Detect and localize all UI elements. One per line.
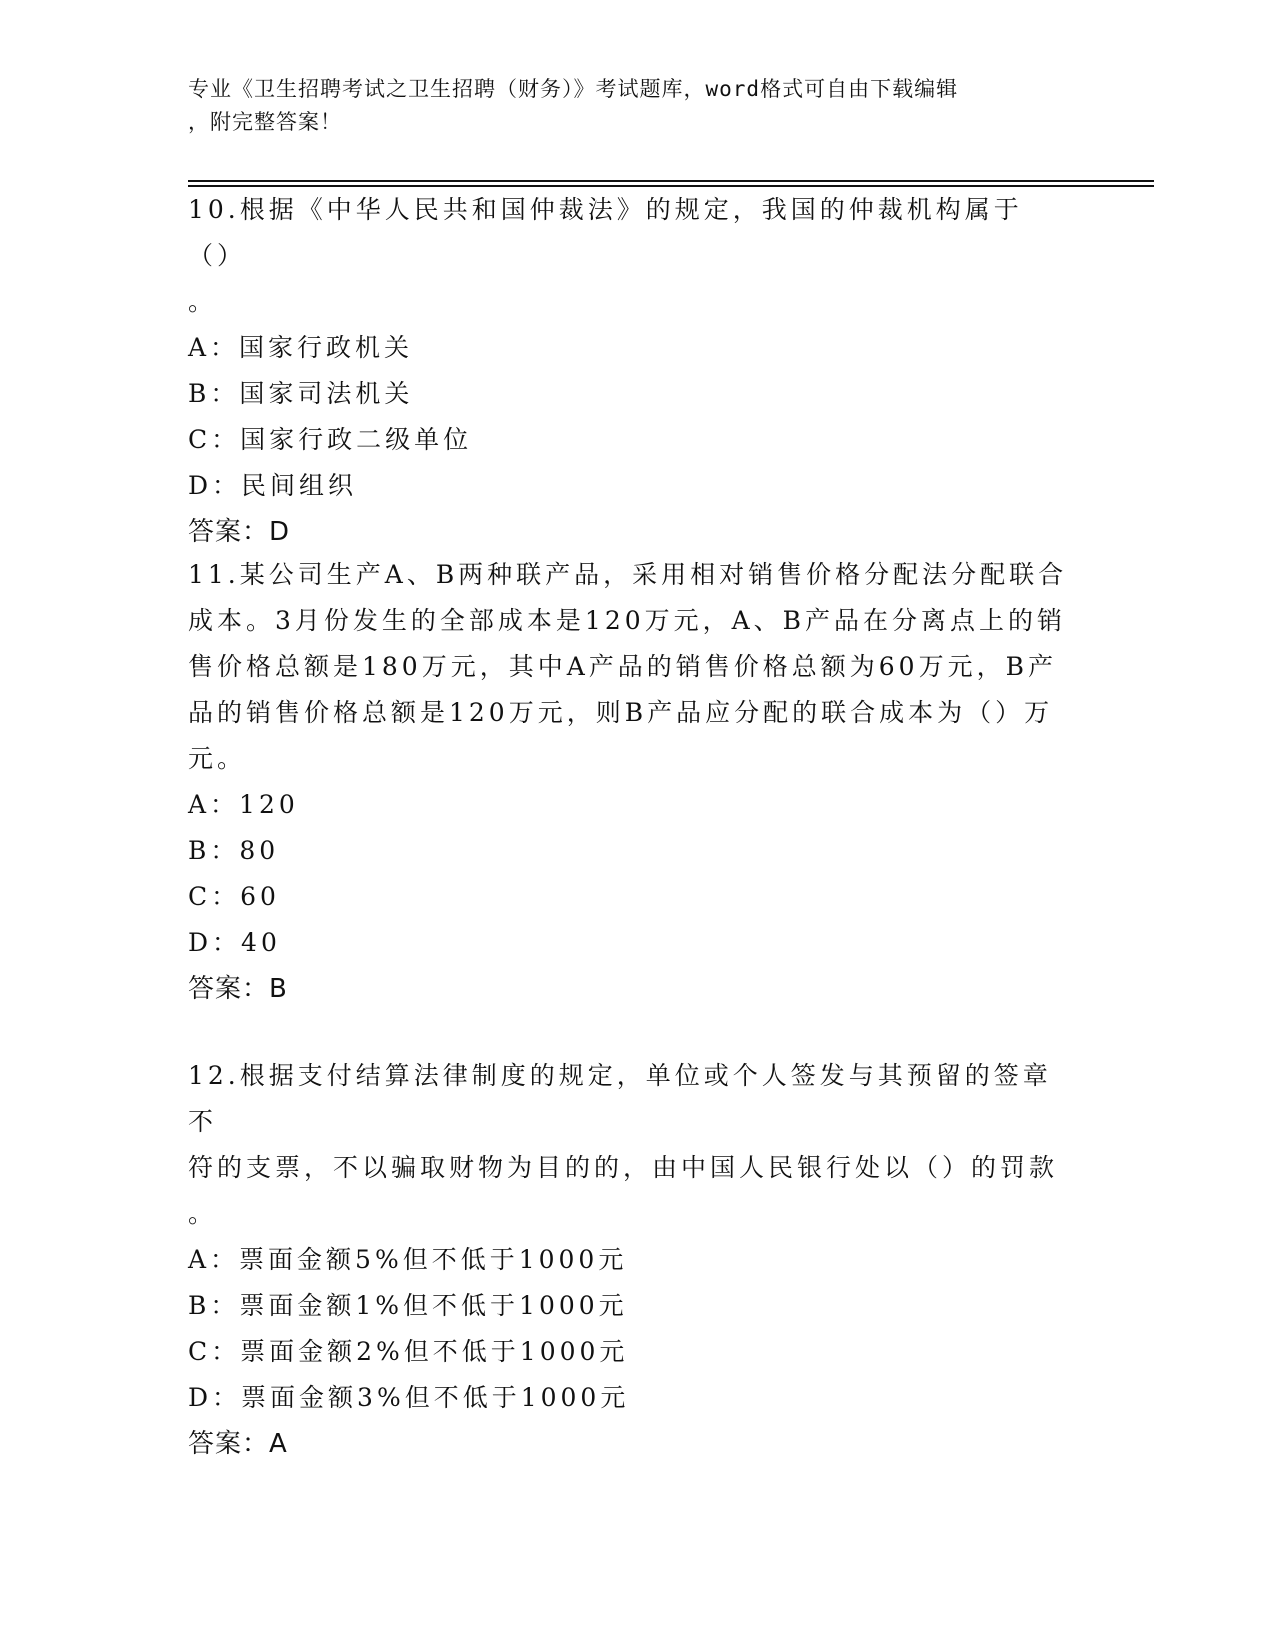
option-a: A：票面金额5%但不低于1000元	[188, 1245, 628, 1274]
question-stem-line: 符的支票，不以骗取财物为目的的，由中国人民银行处以（）的罚款	[188, 1153, 1059, 1182]
question-11	[188, 552, 1068, 1012]
option-d: D：民间组织	[188, 471, 358, 500]
option-c: C：60	[188, 882, 280, 911]
question-stem-line: 。	[188, 287, 218, 316]
option-c: C：票面金额2%但不低于1000元	[188, 1337, 629, 1366]
question-12	[188, 1053, 1068, 1467]
answer-line: 答案：A	[188, 1429, 288, 1459]
question-stem-line: 。	[188, 1199, 218, 1228]
header-divider-top	[188, 180, 1154, 182]
question-10	[188, 187, 1068, 555]
option-b: B：80	[188, 836, 280, 865]
question-stem-line: 12.根据支付结算法律制度的规定，单位或个人签发与其预留的签章不	[188, 1061, 1052, 1136]
option-a: A：国家行政机关	[188, 333, 414, 362]
option-c: C：国家行政二级单位	[188, 425, 473, 454]
question-stem-line: 元。	[188, 744, 247, 773]
question-stem-line: 品的销售价格总额是120万元，则B产品应分配的联合成本为（）万	[188, 698, 1054, 727]
answer-line: 答案：B	[188, 974, 288, 1004]
header-line-1: 专业《卫生招聘考试之卫生招聘（财务）》考试题库，word格式可自由下载编辑	[188, 77, 959, 101]
answer-line: 答案：D	[188, 517, 291, 547]
question-stem-line: 10.根据《中华人民共和国仲裁法》的规定，我国的仲裁机构属于（）	[188, 195, 1023, 270]
option-b: B：国家司法机关	[188, 379, 414, 408]
question-stem-line: 11.某公司生产A、B两种联产品，采用相对销售价格分配法分配联合	[188, 560, 1068, 589]
option-d: D：票面金额3%但不低于1000元	[188, 1383, 630, 1412]
header-line-2: ，附完整答案！	[188, 110, 342, 134]
option-d: D：40	[188, 928, 281, 957]
document-header	[188, 73, 1068, 139]
question-stem-line: 售价格总额是180万元，其中A产品的销售价格总额为60万元，B产	[188, 652, 1057, 681]
option-a: A：120	[188, 790, 299, 819]
question-stem-line: 成本。3月份发生的全部成本是120万元，A、B产品在分离点上的销	[188, 606, 1067, 635]
option-b: B：票面金额1%但不低于1000元	[188, 1291, 628, 1320]
